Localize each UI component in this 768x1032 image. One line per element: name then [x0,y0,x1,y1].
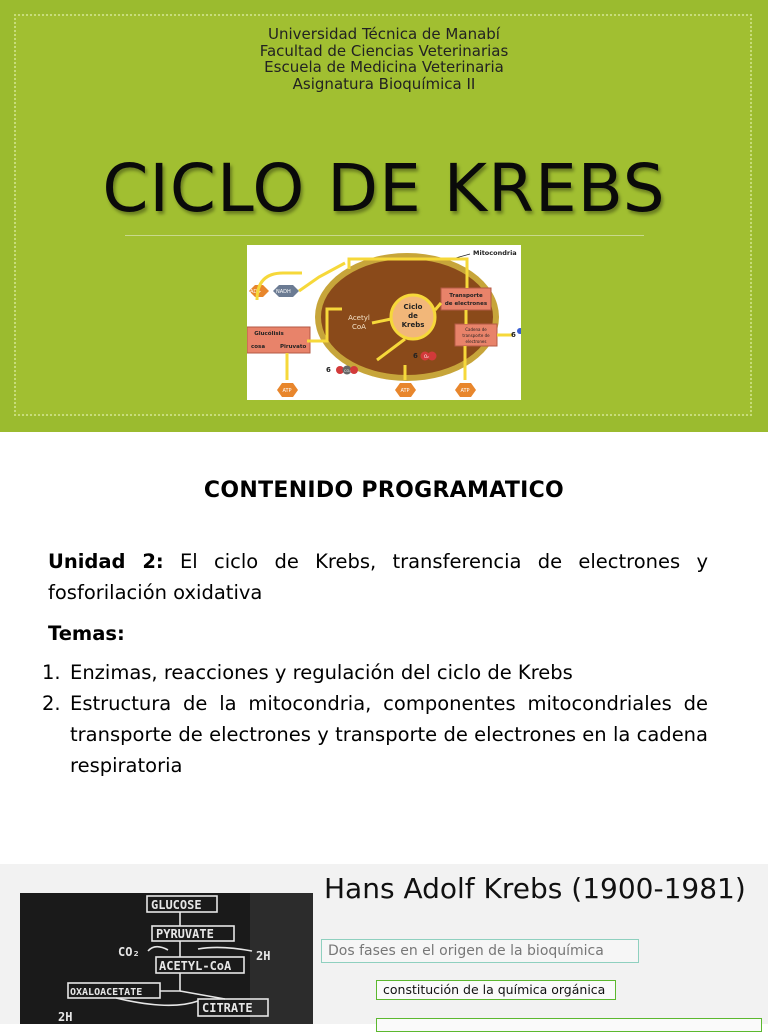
chain-label-line: Cadena de [465,327,487,332]
section-heading: CONTENIDO PROGRAMATICO [203,478,565,503]
photo-label-glucose: GLUCOSE [151,898,202,912]
krebs-label-line: Krebs [401,321,425,329]
photo-label-2h: 2H [58,1010,73,1024]
nadh-label: NADH [276,289,291,295]
institution-block [0,26,768,92]
glycolysis-label: Glucólisis [254,331,284,337]
co2-oxygen-atom [350,366,358,374]
co2-count: 6 [326,366,331,374]
list-item-number: 2. [42,692,61,715]
content-body [42,546,708,781]
institution-line: Asignatura Bioquímica II [292,74,476,93]
institution-line: Escuela de Medicina Veterinaria [264,58,504,76]
atp-label: ATP [400,388,410,394]
acetyl-label-line: Acetyl [348,314,370,322]
institution-line: Universidad Técnica de Manabí [268,25,500,43]
list-item [42,657,708,688]
unit-label: Unidad 2: [48,550,164,573]
chain-label-line: transporte de [462,333,490,338]
mitochondria-label: Mitocondria [473,249,517,257]
list-item-text: Enzimas, reacciones y regulación del ciclo de Krebs [70,661,573,684]
unit-text: El ciclo de Krebs, transferencia de electrones y fosforilación oxidativa [48,550,708,604]
temas-label: Temas: [48,622,125,645]
krebs-label-line: de [408,312,418,320]
organic-chemistry-box: constitución de la química orgánica [376,980,616,1000]
o2-atom [428,352,437,361]
slide-title: CICLO DE KREBS [102,150,666,227]
list-item-number: 1. [42,661,61,684]
o2-label: O₂ [424,354,429,359]
mitochondria-diagram-svg [247,245,521,400]
list-item [42,688,708,781]
atp-label: ATP [282,388,292,394]
list-item-text: Estructura de la mitocondria, componentes mitocondriales de transporte de electrones y transporte de electrones en la cadena respiratoria [70,692,708,777]
co2-label: CO₂ [344,369,351,373]
title-slide [0,0,768,432]
photo-label-pyruvate: PYRUVATE [156,927,214,941]
krebs-label-line: Ciclo [403,303,423,311]
water-molecule [517,328,521,334]
photo-label-oxaloacetate: OXALOACETATE [70,987,143,998]
temas-list [42,657,708,781]
photo-label-2h: 2H [256,949,271,963]
transport-label-line: Transporte [449,293,483,299]
o2-count: 6 [413,352,418,360]
transport-label-line: de electrones [444,301,488,307]
biography-title: Hans Adolf Krebs (1900-1981) [324,872,746,905]
water-count: 6 [511,331,516,339]
krebs-biography-slide [0,864,768,1024]
acetyl-label-line: CoA [352,323,366,331]
unit-paragraph [48,546,708,608]
third-info-box [376,1018,762,1032]
glucose-label: cosa [251,344,266,350]
atp-label: ATP [460,388,470,394]
mitochondria-diagram [247,245,521,400]
chalkboard-svg [20,893,313,1024]
photo-label-co2: CO₂ [118,945,140,959]
photo-label-acetyl: ACETYL-CoA [159,959,232,973]
chain-label-line: electrones [465,339,487,344]
phases-box: Dos fases en el origen de la bioquímica [321,939,639,963]
title-divider [125,235,644,236]
pyruvate-label: Piruvato [280,344,307,350]
chalkboard-photo [20,893,313,1024]
nad-label: AD+ [250,289,262,295]
photo-label-citrate: CITRATE [202,1001,253,1015]
institution-line: Facultad de Ciencias Veterinarias [259,41,509,60]
content-slide [0,432,768,864]
